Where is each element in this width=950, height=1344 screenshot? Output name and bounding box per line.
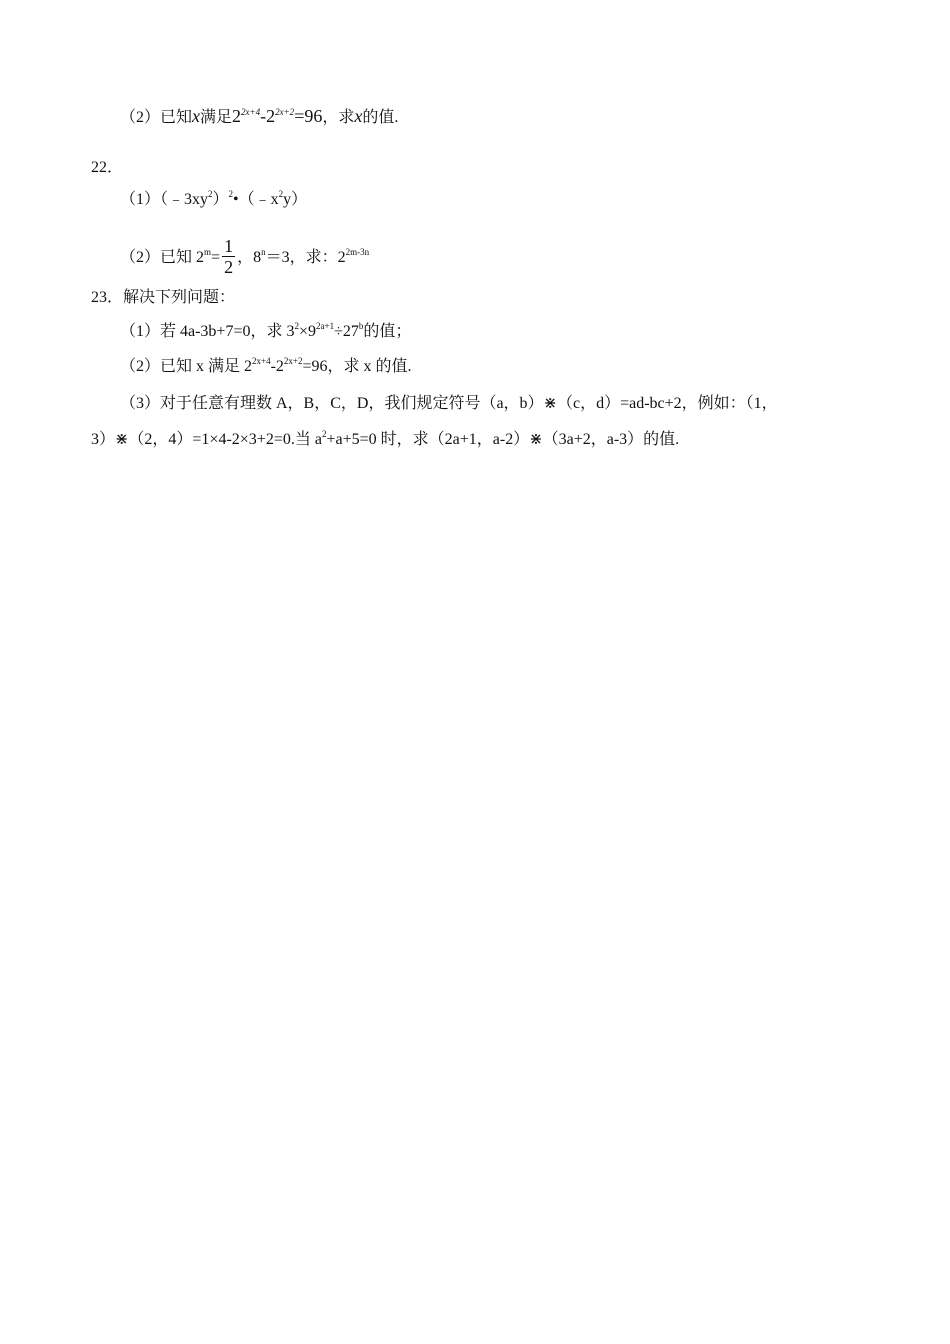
q23-p3-line2-end: +a+5=0 时，求（2a+1，a-2）⋇（3a+2，a-3）的值. <box>326 431 680 448</box>
fraction-one-half <box>222 236 235 277</box>
exponent-1: 2x+4 <box>241 107 261 117</box>
q23-p2-sup1: 2x+4 <box>252 356 271 366</box>
q22-p2-rest: ＝3，求：2 <box>265 249 346 267</box>
q23-p1-div: ÷27 <box>334 323 359 340</box>
exponent-2: 2x+2 <box>275 107 295 117</box>
question-23-heading: 23．解决下列问题： <box>91 289 236 306</box>
q23-p1-end: 的值； <box>363 323 412 340</box>
q23-p2-minus: -2 <box>270 358 284 375</box>
base-two: 2 <box>232 106 242 126</box>
q23-p3-sup: 2 <box>321 429 327 439</box>
q22-p1-mid: ） <box>212 191 229 208</box>
prev-value: 的值. <box>362 109 399 126</box>
base-two-2: 2 <box>266 106 276 126</box>
fraction-numerator: 1 <box>224 236 234 256</box>
q22-p2-sup-last: 2m-3n <box>345 247 370 258</box>
minus-sign: - <box>260 106 267 126</box>
q22-p2-start: （2）已知 2 <box>120 249 205 267</box>
q22-p1-end: y） <box>283 191 308 208</box>
variable-x-2: x <box>354 106 363 126</box>
q22-p1-dot: •（﹣x <box>233 191 279 208</box>
q23-p1-times: ×9 <box>298 323 317 340</box>
q22-p1-sup1: 2 <box>208 189 213 199</box>
q23-p2-sup2: 2x+2 <box>283 356 303 366</box>
q22-p1-start: （1）（﹣3xy <box>120 191 209 208</box>
question-23-part-3-line-1: （3）对于任意有理数 A，B，C，D，我们规定符号（a，b）⋇（c，d）=ad-bc+2，例如：（1， <box>120 395 778 412</box>
fraction-denominator: 2 <box>224 257 234 277</box>
q23-p2-start: （2）已知 x 满足 2 <box>120 358 253 375</box>
question-23-part-2 <box>120 357 412 377</box>
q22-p1-sup2: 2 <box>228 189 234 199</box>
prev-p2-prefix: （2）已知 <box>120 109 193 126</box>
q22-p2-sup-m: m <box>204 247 212 258</box>
q22-p2-sup-n: n <box>261 247 266 258</box>
q23-p1-start: （1）若 4a-3b+7=0，求 3 <box>120 323 295 340</box>
prev-find: ，求 <box>322 109 355 126</box>
q23-p1-sup2: 2a+1 <box>316 321 335 331</box>
question-22-part-1 <box>120 190 307 210</box>
q22-p2-mid: ，8 <box>237 249 262 267</box>
prev-question-part-2 <box>120 106 398 128</box>
prev-satisfy: 满足 <box>200 109 233 126</box>
q22-p1-sup3: 2 <box>278 189 284 199</box>
question-23-part-3-line-2 <box>91 430 679 450</box>
equals-value: =96 <box>294 106 323 126</box>
q23-p3-line2-start: 3）⋇（2，4）=1×4-2×3+2=0.当 a <box>91 431 322 448</box>
question-23-part-1 <box>120 322 411 342</box>
q23-p1-sup1: 2 <box>294 321 299 331</box>
q22-p2-eq: = <box>211 249 221 267</box>
variable-x: x <box>192 106 201 126</box>
q23-p2-end: =96，求 x 的值. <box>302 358 412 375</box>
question-22-number: 22． <box>91 159 124 176</box>
q23-p1-sup3: b <box>358 321 364 331</box>
question-22-part-2 <box>120 238 369 279</box>
